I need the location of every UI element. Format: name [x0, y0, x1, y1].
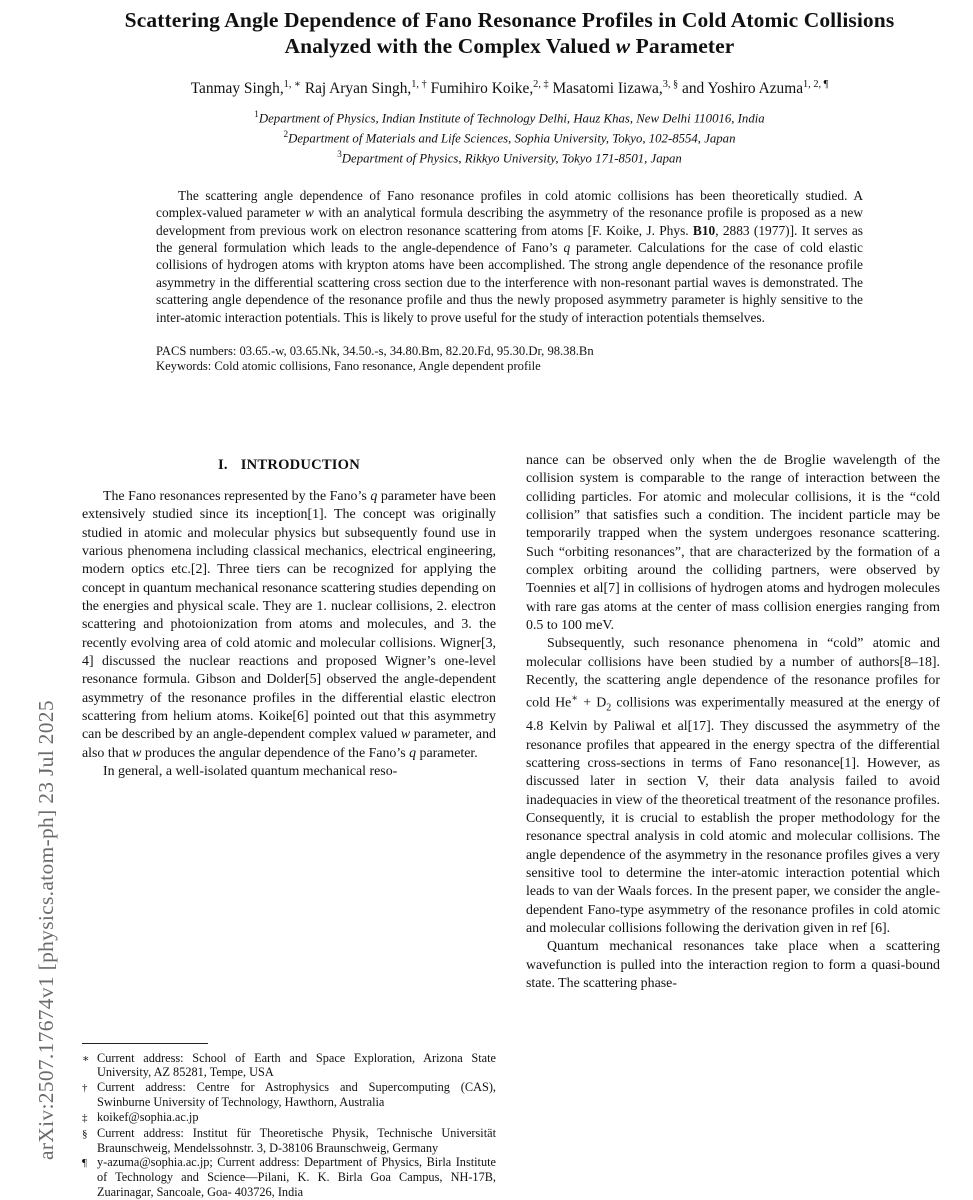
title-line-2-pre: Analyzed with the Complex Valued [284, 34, 616, 58]
pacs-block [156, 344, 863, 375]
author-name: and Yoshiro Azuma [678, 80, 804, 98]
arxiv-stamp-text: arXiv:2507.17674v1 [physics.atom-ph] 23 Jul 2025 [34, 700, 58, 1160]
affiliation-number: 3 [337, 148, 342, 159]
footnote-marker: † [82, 1082, 88, 1095]
section-title: INTRODUCTION [240, 457, 360, 473]
abstract-math-var-q: q [563, 239, 571, 255]
paragraph-continuation: nance can be observed only when the de Broglie wavelength of the collision system is comparable to the range of interaction between the colliding particles. For atomic and molecular collisions, it is the “cold collision” that satisfies such a condition. The incident particle may be temporarily trapped when the system undergoes resonance scattering. Such “orbiting resonances”, that are characterized by the formation of a complex orbiting around the colliding partners, were observed by Toennies et al[7] in collisions of hydrogen atoms and hydrogen molecules with rare gas atoms at the center of mass collision energies ranging from 0.5 to 100 meV. [526, 453, 940, 634]
two-column-body [82, 452, 940, 1200]
footnote-marker: ∗ [82, 1052, 90, 1065]
paper-page [46, 0, 973, 1200]
left-column [82, 452, 496, 1200]
footnote-text: Current address: Centre for Astrophysics and Supercomputing (CAS), Swinburne University of Technology, Hawthorn, Australia [97, 1080, 496, 1110]
text-segment: + D [578, 696, 607, 712]
math-var-w: w [132, 745, 142, 761]
footnote-item [82, 1051, 496, 1081]
footnote-marker: § [82, 1127, 88, 1140]
footnote-email[interactable]: y-azuma@sophia.ac.jp; Current address: Department of Physics, Birla Institute of Technology and Science—Pilani, K. K. Birla Goa Campus, NH-17B, Zuarinagar, Sancoale, Goa- 403726, India [97, 1155, 496, 1200]
author-name: Masatomi Iizawa, [548, 80, 663, 98]
abstract-segment: The scattering angle dependence of Fano resonance profiles in cold atomic collisions has been theoretically studied. A complex-valued parameter [156, 187, 863, 221]
author-list [56, 75, 963, 98]
affiliation-text: Department of Physics, Indian Institute of Technology Delhi, Hauz Khas, New Delhi 110016, India [258, 111, 765, 126]
abstract-math-var-w: w [304, 205, 314, 221]
affiliation-item [86, 107, 933, 127]
footnote-item [82, 1110, 496, 1126]
abstract-segment: , 2883 (1977)]. It serves as the general formulation which leads to the angle-dependence of Fano’s [156, 222, 864, 255]
affiliation-item [86, 127, 933, 147]
pacs-numbers: PACS numbers: 03.65.-w, 03.65.Nk, 34.50.-s, 34.80.Bm, 82.20.Fd, 95.30.Dr, 98.38.Bn [156, 343, 594, 358]
subscript-two: 2 [606, 702, 612, 714]
author-footnote-marks: 1, † [411, 79, 427, 90]
footnote-rule [82, 1043, 208, 1044]
abstract-segment: with an analytical formula describing the asymmetry of the resonance profile is proposed as a new development from previous work on electron resonance scattering from atoms [F. Koike, J. Phys. [156, 205, 863, 238]
affiliation-number: 2 [283, 128, 289, 139]
text-segment: parameter, and also that [82, 727, 496, 761]
math-var-q: q [409, 745, 417, 761]
section-heading [82, 457, 496, 474]
footnote-marker: ‡ [82, 1111, 88, 1124]
author-footnote-marks: 3, § [662, 79, 679, 90]
title-line-1: Scattering Angle Dependence of Fano Resonance Profiles in Cold Atomic Collisions [124, 8, 895, 32]
text-segment: parameter. [416, 745, 478, 761]
author-footnote-marks: 1, ∗ [283, 79, 301, 90]
footnote-block [82, 1043, 496, 1200]
affiliation-list [86, 107, 933, 167]
author-footnote-marks: 2, ‡ [533, 79, 549, 90]
footnote-text: Current address: School of Earth and Space Exploration, Arizona State University, AZ 85281, Tempe, USA [97, 1050, 496, 1080]
left-column-text [82, 488, 496, 782]
text-segment: collisions was experimentally measured at the energy of 4.8 Kelvin by Paliwal et al[17]. They discussed the asymmetry of the resonance profiles that appeared in the energy spectra of the differential scattering cross-sections in terms of Fano resonance[1]. However, as discussed later in section V, their data analysis failed to avoid inadequacies in view of the theoretical treatment of the resonance profiles. Consequently, it is crucial to establish the proper methodology for the resonance spectral analysis in cold atomic and molecular collisions. The angle dependence of the asymmetry in the resonance profiles gives a very sensitive tool to determine the inter-atomic interaction potential which leads to van der Waals forces. In the present paper, we consider the angle-dependent Fano-type asymmetry of the resonance profiles in cold atomic and molecular collisions following the derivation given in ref [6]. [526, 696, 940, 936]
affiliation-text: Department of Physics, Rikkyo University, Tokyo 171-8501, Japan [341, 151, 682, 166]
paragraph: In general, a well-isolated quantum mechanical reso- [103, 764, 398, 780]
affiliation-number: 1 [254, 109, 259, 120]
paragraph [82, 488, 496, 763]
title-math-var-w: w [615, 34, 631, 58]
text-segment: produces the angular dependence of the Fano’s [141, 745, 410, 761]
keywords: Keywords: Cold atomic collisions, Fano resonance, Angle dependent profile [156, 359, 541, 374]
footnote-marker: ¶ [82, 1157, 87, 1170]
right-column-text [526, 452, 940, 993]
text-segment: Subsequently, such resonance phenomena in “cold” atomic and molecular collisions have been studied by a number of authors[8–18]. Recently, the scattering angle dependence of the resonance profiles for cold He [526, 636, 940, 712]
abstract-segment: parameter. Calculations for the case of cold elastic collisions of hydrogen atoms with krypton atoms have been accomplished. The strong angle dependence of the resonance profile asymmetry in the differential scattering cross section due to the interference with non-resonant partial waves is demonstrated. The scattering angle dependence of the resonance profile and thus the newly proposed asymmetry parameter is highly sensitive to the inter-atomic interaction potentials. This is likely to prove useful for the study of interaction potentials themselves. [156, 239, 863, 325]
title-line-2-post: Parameter [630, 34, 735, 58]
footnote-item [82, 1126, 496, 1156]
math-var-q: q [370, 489, 378, 504]
math-var-w: w [400, 727, 411, 743]
footnote-item [82, 1080, 496, 1110]
abstract-paragraph [156, 187, 863, 326]
author-name: Fumihiro Koike, [426, 80, 534, 98]
paragraph [526, 635, 940, 938]
section-number: I. [218, 457, 228, 473]
footnote-text: Current address: Institut für Theoretische Physik, Technische Universität Braunschweig, Mendelssohnstr. 3, D-38106 Braunschweig, Germany [97, 1125, 496, 1155]
author-footnote-marks: 1, 2, ¶ [803, 79, 829, 90]
footnote-item [82, 1155, 496, 1200]
right-column [526, 452, 940, 1200]
paragraph: Quantum mechanical resonances take place when a scattering wavefunction is pulled into the interaction region to form a quasi-bound state. The scattering phase- [526, 939, 940, 992]
arxiv-stamp [0, 0, 58, 1200]
superscript-star: ∗ [571, 693, 579, 705]
author-name: Raj Aryan Singh, [300, 80, 412, 98]
affiliation-item [86, 147, 933, 167]
abstract [156, 187, 863, 326]
text-segment: The Fano resonances represented by the Fano’s [103, 489, 371, 504]
page-title [60, 7, 959, 59]
abstract-journal-volume: B10 [692, 222, 716, 238]
affiliation-text: Department of Materials and Life Sciences, Sophia University, Tokyo, 102-8554, Japan [288, 131, 736, 146]
text-segment: parameter have been extensively studied since its inception[1]. The concept was originally studied in atomic and molecular physics but subsequently found use in various phenomena including classical mechanics, electrical engineering, modern optics etc.[2]. Three tiers can be recognized for applying the concept in quantum mechanical resonance scattering studies depending on the energies and physical scale. They are 1. nuclear collisions, 2. electron scattering and photoionization from atoms and molecules, and 3. the recently evolving area of cold atomic and molecular collisions. Wigner[3, 4] discussed the nuclear reactions and proposed Wigner’s one-level resonance formula. Gibson and Dolder[5] observed the angle-dependent asymmetry of the resonance profiles in the differential elastic electron scattering from helium atoms. Koike[6] pointed out that this asymmetry can be described by an angle-dependent complex valued [82, 489, 496, 743]
footnote-email[interactable]: koikef@sophia.ac.jp [97, 1109, 199, 1124]
author-name: Tanmay Singh, [190, 80, 284, 98]
